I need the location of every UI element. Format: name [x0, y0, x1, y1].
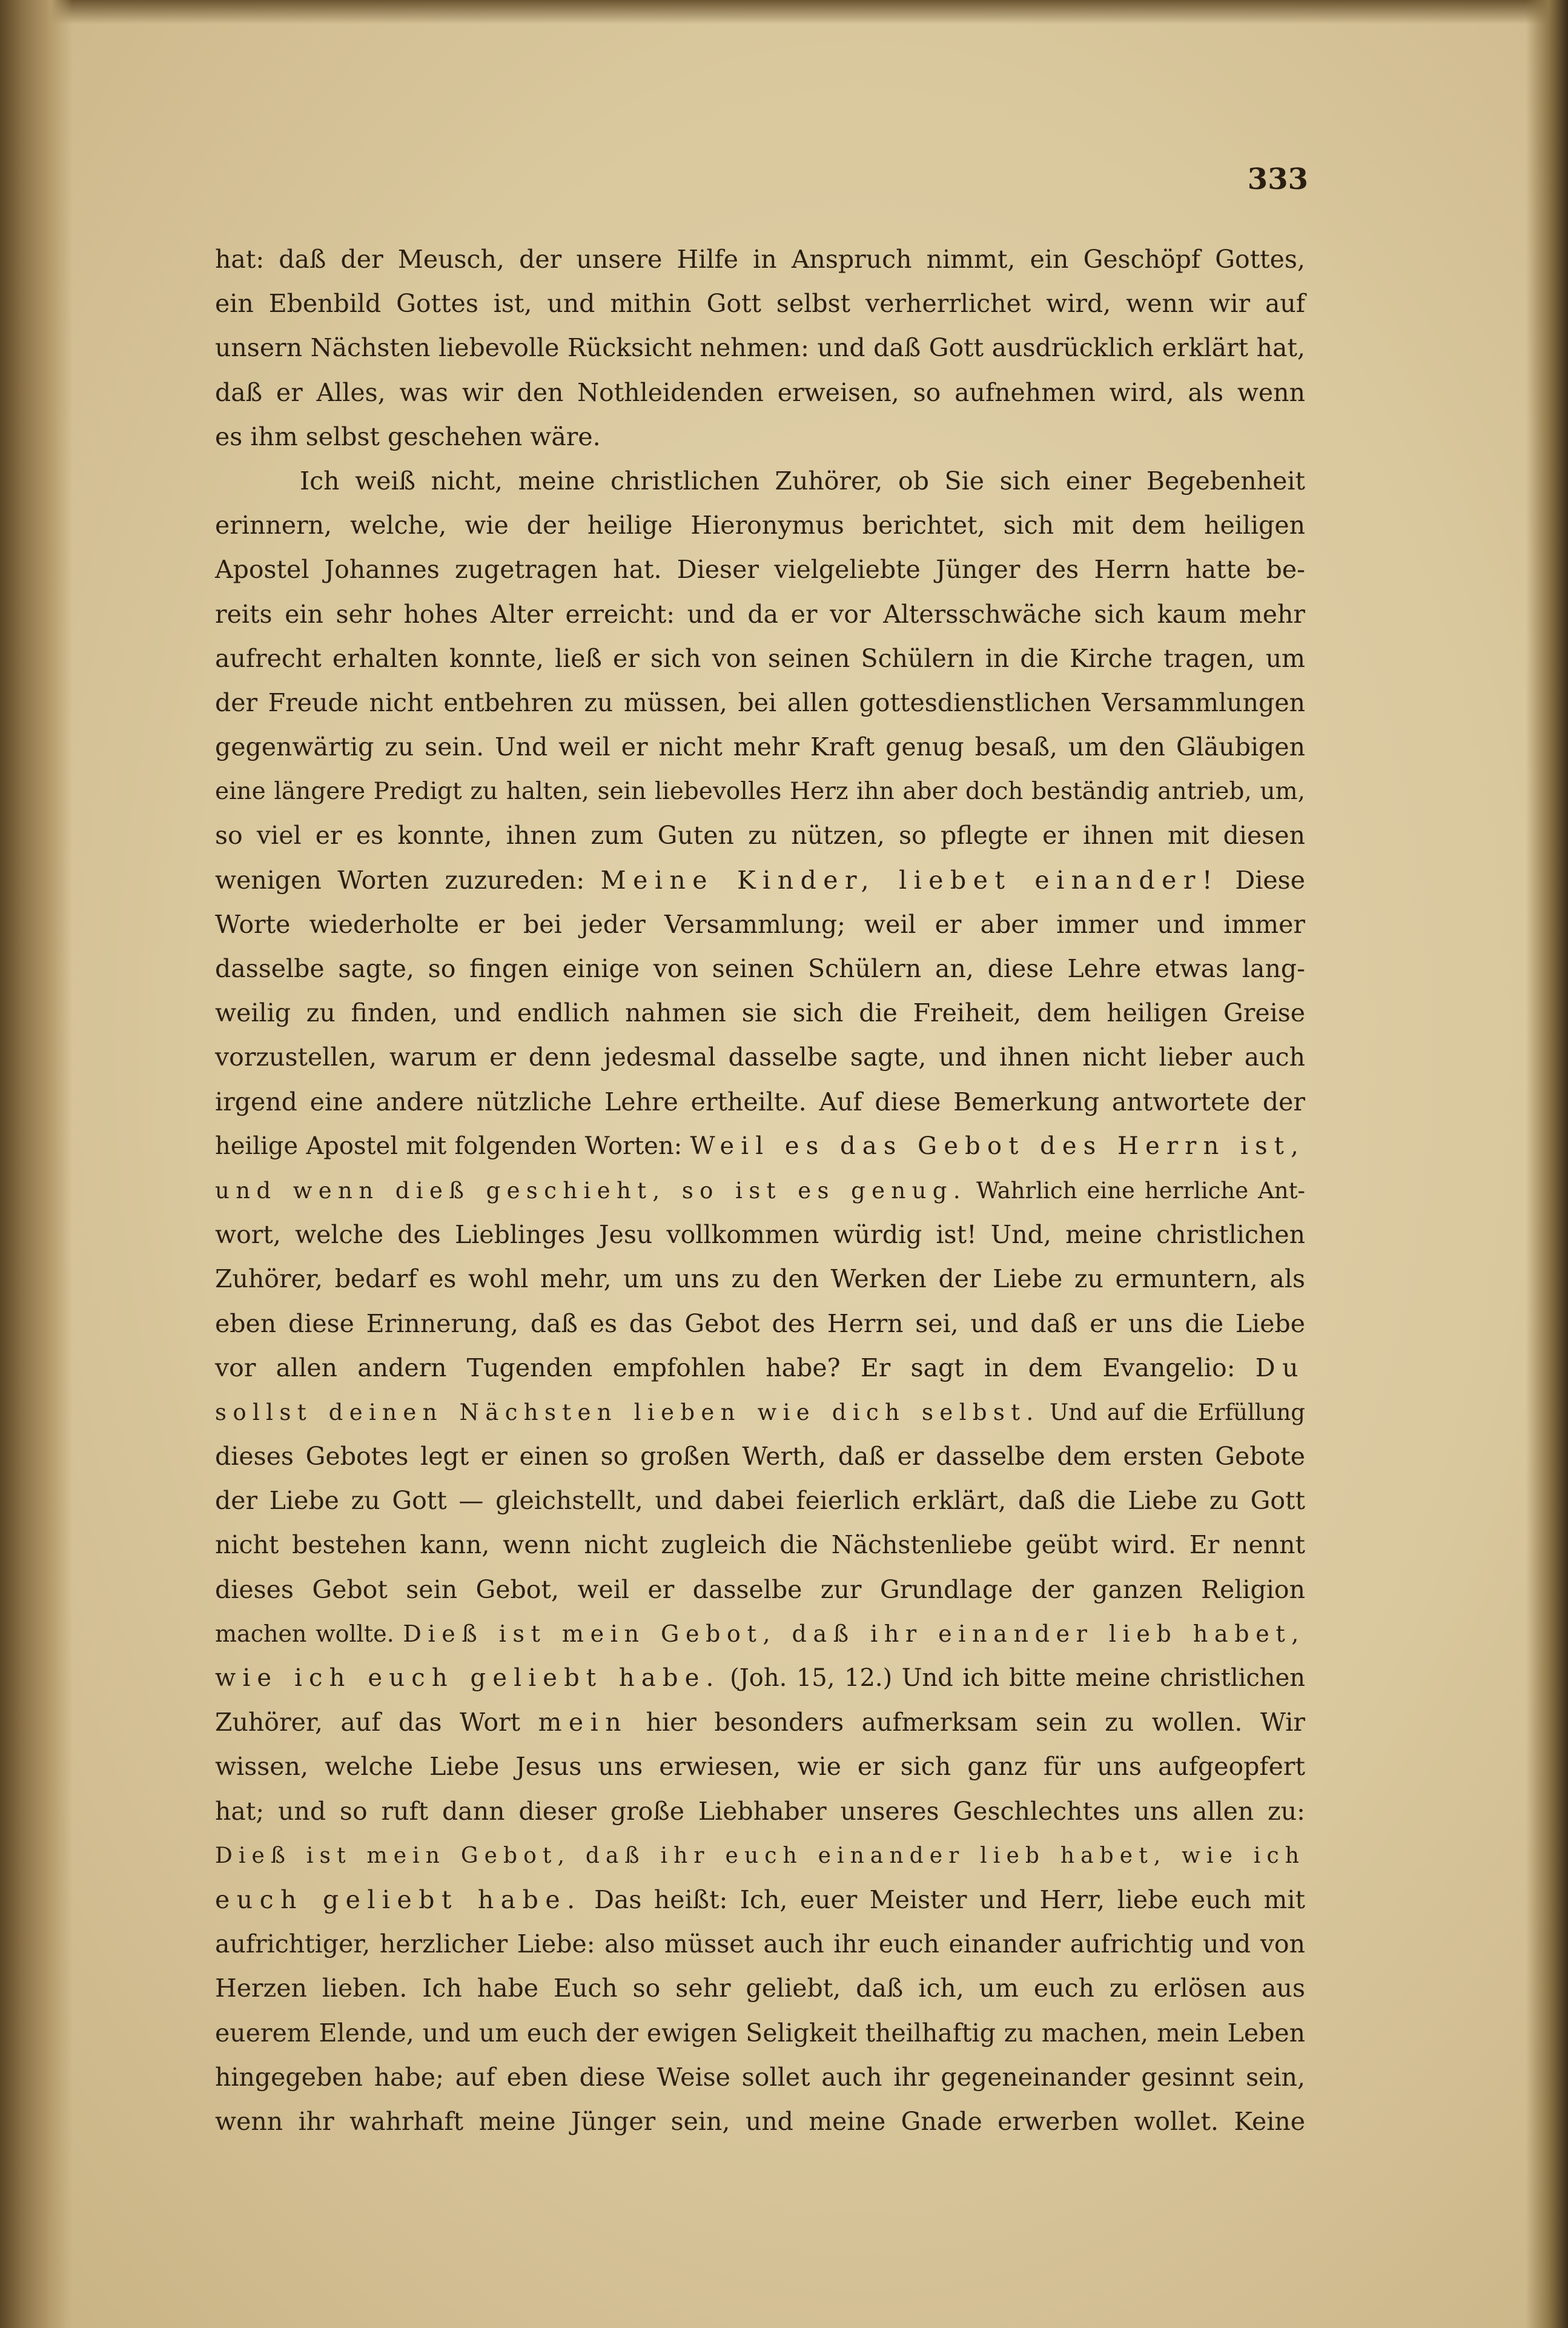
text-line — [215, 2100, 1305, 2144]
text-run: der Freude nicht entbehren zu müssen, bei allen gottesdienstlichen Versammlungen — [215, 688, 1305, 717]
page-number: 333 — [1247, 162, 1308, 196]
text-run: der Liebe zu Gott — gleichstellt, und dabei feierlich erklärt, daß die Liebe zu Gott — [215, 1486, 1305, 1516]
text-line — [215, 548, 1305, 592]
emphasized-text: Weil es das Gebot des Herrn ist, — [690, 1132, 1305, 1160]
text-line — [215, 1523, 1305, 1567]
text-run: Apostel Johannes zugetragen hat. Dieser vielgeliebte Jünger des Herrn hatte be- — [215, 555, 1305, 585]
text-run: nicht bestehen kann, wenn nicht zugleich die Nächstenliebe geübt wird. Er nennt — [215, 1530, 1305, 1560]
text-line — [215, 814, 1305, 858]
text-line — [215, 1035, 1305, 1079]
text-run: reits ein sehr hohes Alter erreicht: und da er vor Altersschwäche sich kaum mehr — [215, 599, 1305, 629]
text-run: Zuhörer, auf das Wort — [215, 1708, 538, 1737]
text-run: Herzen lieben. Ich habe Euch so sehr geliebt, daß ich, um euch zu erlösen aus — [215, 1974, 1305, 2003]
text-run: unsern Nächsten liebevolle Rücksicht nehmen: und daß Gott ausdrücklich erklärt hat, — [215, 333, 1305, 363]
text-line — [215, 1213, 1305, 1257]
text-run: ein Ebenbild Gottes ist, und mithin Gott selbst verherrlichet wird, wenn wir auf — [215, 289, 1305, 319]
text-run: aufrecht erhalten konnte, ließ er sich von seinen Schülern in die Kirche tragen, um — [215, 643, 1305, 673]
text-run: Worte wiederholte er bei jeder Versammlung; weil er aber immer und immer — [215, 909, 1305, 939]
emphasized-text: sollst deinen Nächsten lieben wie dich selbst. — [215, 1399, 1040, 1425]
text-run: wenigen Worten zuzureden: — [215, 865, 601, 895]
text-line — [215, 903, 1305, 947]
text-line — [215, 1922, 1305, 1966]
text-run: vor allen andern Tugenden empfohlen habe? Er sagt in dem Evangelio: — [215, 1353, 1255, 1382]
text-run: Das heißt: Ich, euer Meister und Herr, liebe euch mit — [581, 1885, 1305, 1914]
binding-gutter — [0, 0, 73, 2328]
text-line — [215, 2011, 1305, 2055]
text-line — [215, 1834, 1305, 1878]
text-run: eben diese Erinnerung, daß es das Gebot des Herrn sei, und daß er uns die Liebe — [215, 1308, 1305, 1338]
text-line — [215, 415, 1305, 459]
text-line — [215, 947, 1305, 991]
text-line — [215, 459, 1305, 503]
text-run: dieses Gebot sein Gebot, weil er dasselbe zur Grundlage der ganzen Religion — [215, 1574, 1305, 1604]
text-line — [215, 592, 1305, 637]
text-line — [215, 326, 1305, 370]
text-run: wenn ihr wahrhaft meine Jünger sein, und meine Gnade erwerben wollet. Keine — [215, 2106, 1305, 2136]
text-line — [215, 1124, 1305, 1169]
text-line — [215, 2055, 1305, 2100]
emphasized-text: Meine Kinder, liebet einander! — [600, 865, 1219, 895]
text-line — [215, 1878, 1305, 1922]
text-run: es ihm selbst geschehen wäre. — [215, 422, 601, 451]
text-line — [215, 1612, 1305, 1656]
emphasized-text: mein — [538, 1708, 629, 1737]
text-line — [215, 1390, 1305, 1434]
text-line — [215, 725, 1305, 769]
emphasized-text: wie ich euch geliebt habe. — [215, 1664, 721, 1692]
text-run: gegenwärtig zu sein. Und weil er nicht mehr Kraft genug besaß, um den Gläubigen — [215, 732, 1305, 762]
text-line — [215, 681, 1305, 725]
text-run: Und auf die Erfüllung — [1039, 1399, 1305, 1425]
text-line — [215, 371, 1305, 415]
text-line — [215, 282, 1305, 326]
text-run: vorzustellen, warum er denn jedesmal dasselbe sagte, und ihnen nicht lieber auch — [215, 1043, 1305, 1072]
text-run: weilig zu finden, und endlich nahmen sie sich die Freiheit, dem heiligen Greise — [215, 998, 1305, 1028]
text-run: Wahrlich eine herrliche Ant- — [966, 1177, 1306, 1204]
emphasized-text: euch geliebt habe. — [215, 1885, 582, 1914]
text-run: machen wollte. — [215, 1620, 403, 1647]
text-line — [215, 1257, 1305, 1301]
text-run: daß er Alles, was wir den Nothleidenden erweisen, so aufnehmen wird, als wenn — [215, 377, 1305, 407]
text-line — [215, 1346, 1305, 1390]
text-run: so viel er es konnte, ihnen zum Guten zu nützen, so pflegte er ihnen mit diesen — [215, 821, 1305, 851]
text-line — [215, 1789, 1305, 1834]
page-top-edge — [0, 0, 1568, 24]
text-line — [215, 503, 1305, 548]
text-run: hier besonders aufmerksam sein zu wollen. Wir — [628, 1708, 1305, 1737]
text-line — [215, 1700, 1305, 1745]
text-run: heilige Apostel mit folgenden Worten: — [215, 1132, 690, 1160]
emphasized-text: Dieß ist mein Gebot, daß ihr euch einander lieb habet, wie ich — [215, 1843, 1305, 1868]
text-line — [215, 991, 1305, 1035]
text-run: irgend eine andere nützliche Lehre ertheilte. Auf diese Bemerkung antwortete der — [215, 1087, 1305, 1116]
text-line — [215, 237, 1305, 282]
text-run: wort, welche des Lieblinges Jesu vollkommen würdig ist! Und, meine christlichen — [215, 1220, 1305, 1250]
text-line — [215, 1169, 1305, 1213]
text-line — [215, 1302, 1305, 1346]
text-run: dieses Gebotes legt er einen so großen Werth, daß er dasselbe dem ersten Gebote — [215, 1442, 1305, 1471]
text-run: wissen, welche Liebe Jesus uns erwiesen, wie er sich ganz für uns aufgeopfert — [215, 1752, 1305, 1782]
text-line — [215, 858, 1305, 903]
text-run: dasselbe sagte, so fingen einige von seinen Schülern an, diese Lehre etwas lang- — [215, 954, 1305, 983]
text-line — [215, 1745, 1305, 1789]
emphasized-text: Du — [1255, 1353, 1305, 1382]
text-run: Zuhörer, bedarf es wohl mehr, um uns zu den Werken der Liebe zu ermuntern, als — [215, 1264, 1305, 1294]
text-run: eine längere Predigt zu halten, sein liebevolles Herz ihn aber doch beständig antrieb, um, — [215, 778, 1305, 806]
text-line — [215, 1656, 1305, 1700]
text-line — [215, 1568, 1305, 1612]
text-run: erinnern, welche, wie der heilige Hieronymus berichtet, sich mit dem heiligen — [215, 511, 1305, 540]
text-line — [215, 1479, 1305, 1523]
text-run: aufrichtiger, herzlicher Liebe: also müsset auch ihr euch einander aufrichtig und von — [215, 1929, 1305, 1959]
text-line — [215, 1966, 1305, 2011]
text-line — [215, 1080, 1305, 1124]
text-run: euerem Elende, und um euch der ewigen Seligkeit theilhaftig zu machen, mein Leben — [215, 2018, 1305, 2048]
text-line — [215, 769, 1305, 814]
text-run: hat; und so ruft dann dieser große Liebhaber unseres Geschlechtes uns allen zu: — [215, 1796, 1305, 1826]
text-run: hingegeben habe; auf eben diese Weise sollet auch ihr gegeneinander gesinnt sein, — [215, 2062, 1305, 2092]
page-right-edge — [1526, 0, 1568, 2328]
text-line — [215, 1434, 1305, 1479]
emphasized-text: und wenn dieß geschieht, so ist es genug. — [215, 1177, 967, 1204]
emphasized-text: Dieß ist mein Gebot, daß ihr einander lieb habet, — [403, 1620, 1305, 1647]
text-run: Diese — [1219, 865, 1305, 895]
body-text — [215, 237, 1305, 2144]
text-line — [215, 637, 1305, 681]
text-run: (Joh. 15, 12.) Und ich bitte meine christlichen — [720, 1664, 1305, 1692]
text-run: Ich weiß nicht, meine christlichen Zuhörer, ob Sie sich einer Begebenheit — [300, 466, 1305, 496]
text-run: hat: daß der Meusch, der unsere Hilfe in Anspruch nimmt, ein Geschöpf Gottes, — [215, 245, 1305, 274]
